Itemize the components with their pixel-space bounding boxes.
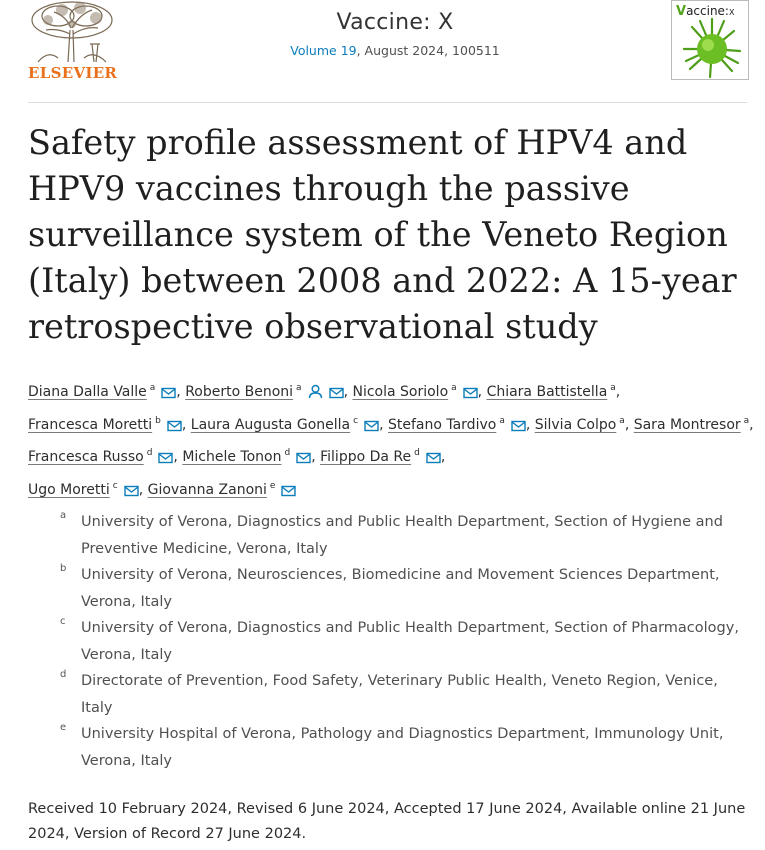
email-icon[interactable] bbox=[463, 387, 478, 399]
elsevier-logo[interactable] bbox=[28, 0, 116, 82]
email-icon[interactable] bbox=[161, 387, 176, 399]
author-affiliation-sup[interactable]: a bbox=[619, 415, 625, 426]
author-item bbox=[352, 384, 482, 400]
affiliation-text: Directorate of Prevention, Food Safety, Veterinary Public Health, Veneto Region, Venice, Italy bbox=[81, 673, 718, 716]
author-name[interactable]: Diana Dalla Valle bbox=[28, 384, 147, 400]
affiliation-text: University of Verona, Neurosciences, Biomedicine and Movement Sciences Department, Verona, Italy bbox=[81, 567, 720, 610]
author-name[interactable]: Giovanna Zanoni bbox=[147, 481, 267, 498]
email-icon[interactable] bbox=[167, 420, 182, 432]
journal-cover[interactable] bbox=[671, 0, 749, 80]
author-item bbox=[388, 417, 530, 433]
author-name[interactable]: Nicola Soriolo bbox=[352, 384, 449, 400]
author-affiliation-sup[interactable]: a bbox=[743, 415, 750, 426]
journal-meta bbox=[200, 43, 590, 58]
author-separator: , bbox=[311, 449, 316, 465]
author-item bbox=[182, 449, 315, 465]
author-separator: , bbox=[173, 449, 178, 465]
author-affiliation-sup[interactable]: c bbox=[112, 480, 118, 491]
issue-info: , August 2024, 100511 bbox=[356, 43, 500, 58]
author-separator: , bbox=[624, 416, 630, 433]
header-divider bbox=[28, 102, 747, 103]
author-separator: , bbox=[525, 416, 531, 433]
author-name[interactable]: Chiara Battistella bbox=[486, 384, 608, 400]
author-name[interactable]: Silvia Colpo bbox=[534, 416, 617, 433]
affiliation-letter: a bbox=[60, 510, 67, 521]
author-item bbox=[28, 417, 186, 433]
author-name[interactable]: Roberto Benoni bbox=[185, 384, 294, 400]
affiliation-letter: e bbox=[60, 722, 67, 733]
affiliation-letter: b bbox=[60, 563, 67, 574]
author-affiliation-sup[interactable]: a bbox=[149, 383, 156, 393]
email-icon[interactable] bbox=[124, 485, 139, 497]
author-affiliation-sup[interactable]: a bbox=[499, 415, 505, 426]
affiliation-item bbox=[60, 721, 750, 774]
author-separator: , bbox=[615, 384, 621, 400]
article-dates: Received 10 February 2024, Revised 6 June 2024, Accepted 17 June 2024, Available online 21 June 2024, Version of Record 27 June 2024. bbox=[28, 801, 746, 842]
cover-journal-name: Vaccine:X bbox=[676, 4, 735, 19]
author-item bbox=[28, 482, 143, 498]
virus-illustration-icon bbox=[672, 1, 748, 79]
author-affiliation-sup[interactable]: d bbox=[146, 448, 153, 458]
author-name[interactable]: Ugo Moretti bbox=[28, 481, 110, 498]
elsevier-wordmark: ELSEVIER bbox=[28, 64, 118, 82]
volume-link[interactable]: Volume 19 bbox=[290, 43, 357, 58]
author-name[interactable]: Michele Tonon bbox=[182, 449, 282, 465]
email-icon[interactable] bbox=[511, 420, 526, 432]
author-affiliation-sup[interactable]: d bbox=[284, 448, 291, 458]
author-affiliation-sup[interactable]: c bbox=[353, 415, 359, 426]
email-icon[interactable] bbox=[426, 452, 441, 464]
author-separator: , bbox=[176, 384, 181, 400]
author-item bbox=[28, 384, 181, 400]
affiliation-item bbox=[60, 668, 750, 721]
author-name[interactable]: Francesca Moretti bbox=[28, 416, 153, 433]
author-separator: , bbox=[138, 481, 144, 498]
author-item bbox=[148, 482, 297, 498]
email-icon[interactable] bbox=[329, 387, 344, 399]
author-item bbox=[487, 384, 621, 400]
journal-info bbox=[200, 10, 590, 58]
email-icon[interactable] bbox=[364, 420, 379, 432]
email-icon[interactable] bbox=[158, 452, 173, 464]
article-title: Safety profile assessment of HPV4 and HPV9 vaccines through the passive surveillance system of the Veneto Region (Italy) between 2008 and 2022: A 15-year retrospective observational study bbox=[28, 123, 737, 346]
author-item bbox=[185, 384, 348, 400]
affiliation-item bbox=[60, 509, 750, 562]
author-separator: , bbox=[477, 384, 483, 400]
email-icon[interactable] bbox=[281, 485, 296, 497]
affiliation-item bbox=[60, 562, 750, 615]
author-item bbox=[634, 417, 754, 433]
affiliation-item bbox=[60, 615, 750, 668]
article-header bbox=[0, 0, 765, 102]
author-separator: , bbox=[343, 384, 349, 400]
author-affiliation-sup[interactable]: a bbox=[451, 383, 457, 393]
author-item bbox=[320, 449, 445, 465]
author-item bbox=[28, 449, 178, 465]
author-separator: , bbox=[749, 416, 754, 433]
author-separator: , bbox=[181, 416, 187, 433]
affiliation-text: University Hospital of Verona, Pathology and Diagnostics Department, Immunology Unit, Verona, Italy bbox=[81, 726, 724, 769]
email-icon[interactable] bbox=[296, 452, 311, 464]
tree-icon bbox=[28, 0, 116, 64]
author-item bbox=[191, 417, 384, 433]
author-affiliation-sup[interactable]: e bbox=[269, 480, 276, 491]
author-name[interactable]: Stefano Tardivo bbox=[387, 416, 497, 433]
author-name[interactable]: Sara Montresor bbox=[633, 416, 741, 433]
affiliation-letter: d bbox=[60, 669, 67, 680]
affiliation-letter: c bbox=[60, 616, 66, 627]
affiliation-list bbox=[60, 509, 750, 774]
author-name[interactable]: Francesca Russo bbox=[28, 449, 144, 465]
author-separator: , bbox=[379, 416, 384, 433]
author-affiliation-sup[interactable]: b bbox=[155, 415, 161, 426]
affiliation-text: University of Verona, Diagnostics and Public Health Department, Section of Pharmacology, Verona, Italy bbox=[81, 620, 739, 663]
journal-title[interactable]: Vaccine: X bbox=[336, 10, 454, 35]
author-affiliation-sup[interactable]: d bbox=[414, 448, 420, 458]
author-name[interactable]: Laura Augusta Gonella bbox=[190, 416, 351, 433]
author-name[interactable]: Filippo Da Re bbox=[320, 449, 412, 465]
author-affiliation-sup[interactable]: a bbox=[610, 383, 616, 393]
affiliation-text: University of Verona, Diagnostics and Public Health Department, Section of Hygiene and Preventive Medicine, Verona, Italy bbox=[81, 514, 723, 557]
author-list bbox=[28, 374, 758, 504]
corresponding-author-icon[interactable] bbox=[308, 384, 323, 399]
author-item bbox=[535, 417, 630, 433]
author-affiliation-sup[interactable]: a bbox=[296, 383, 302, 393]
author-separator: , bbox=[440, 449, 446, 465]
